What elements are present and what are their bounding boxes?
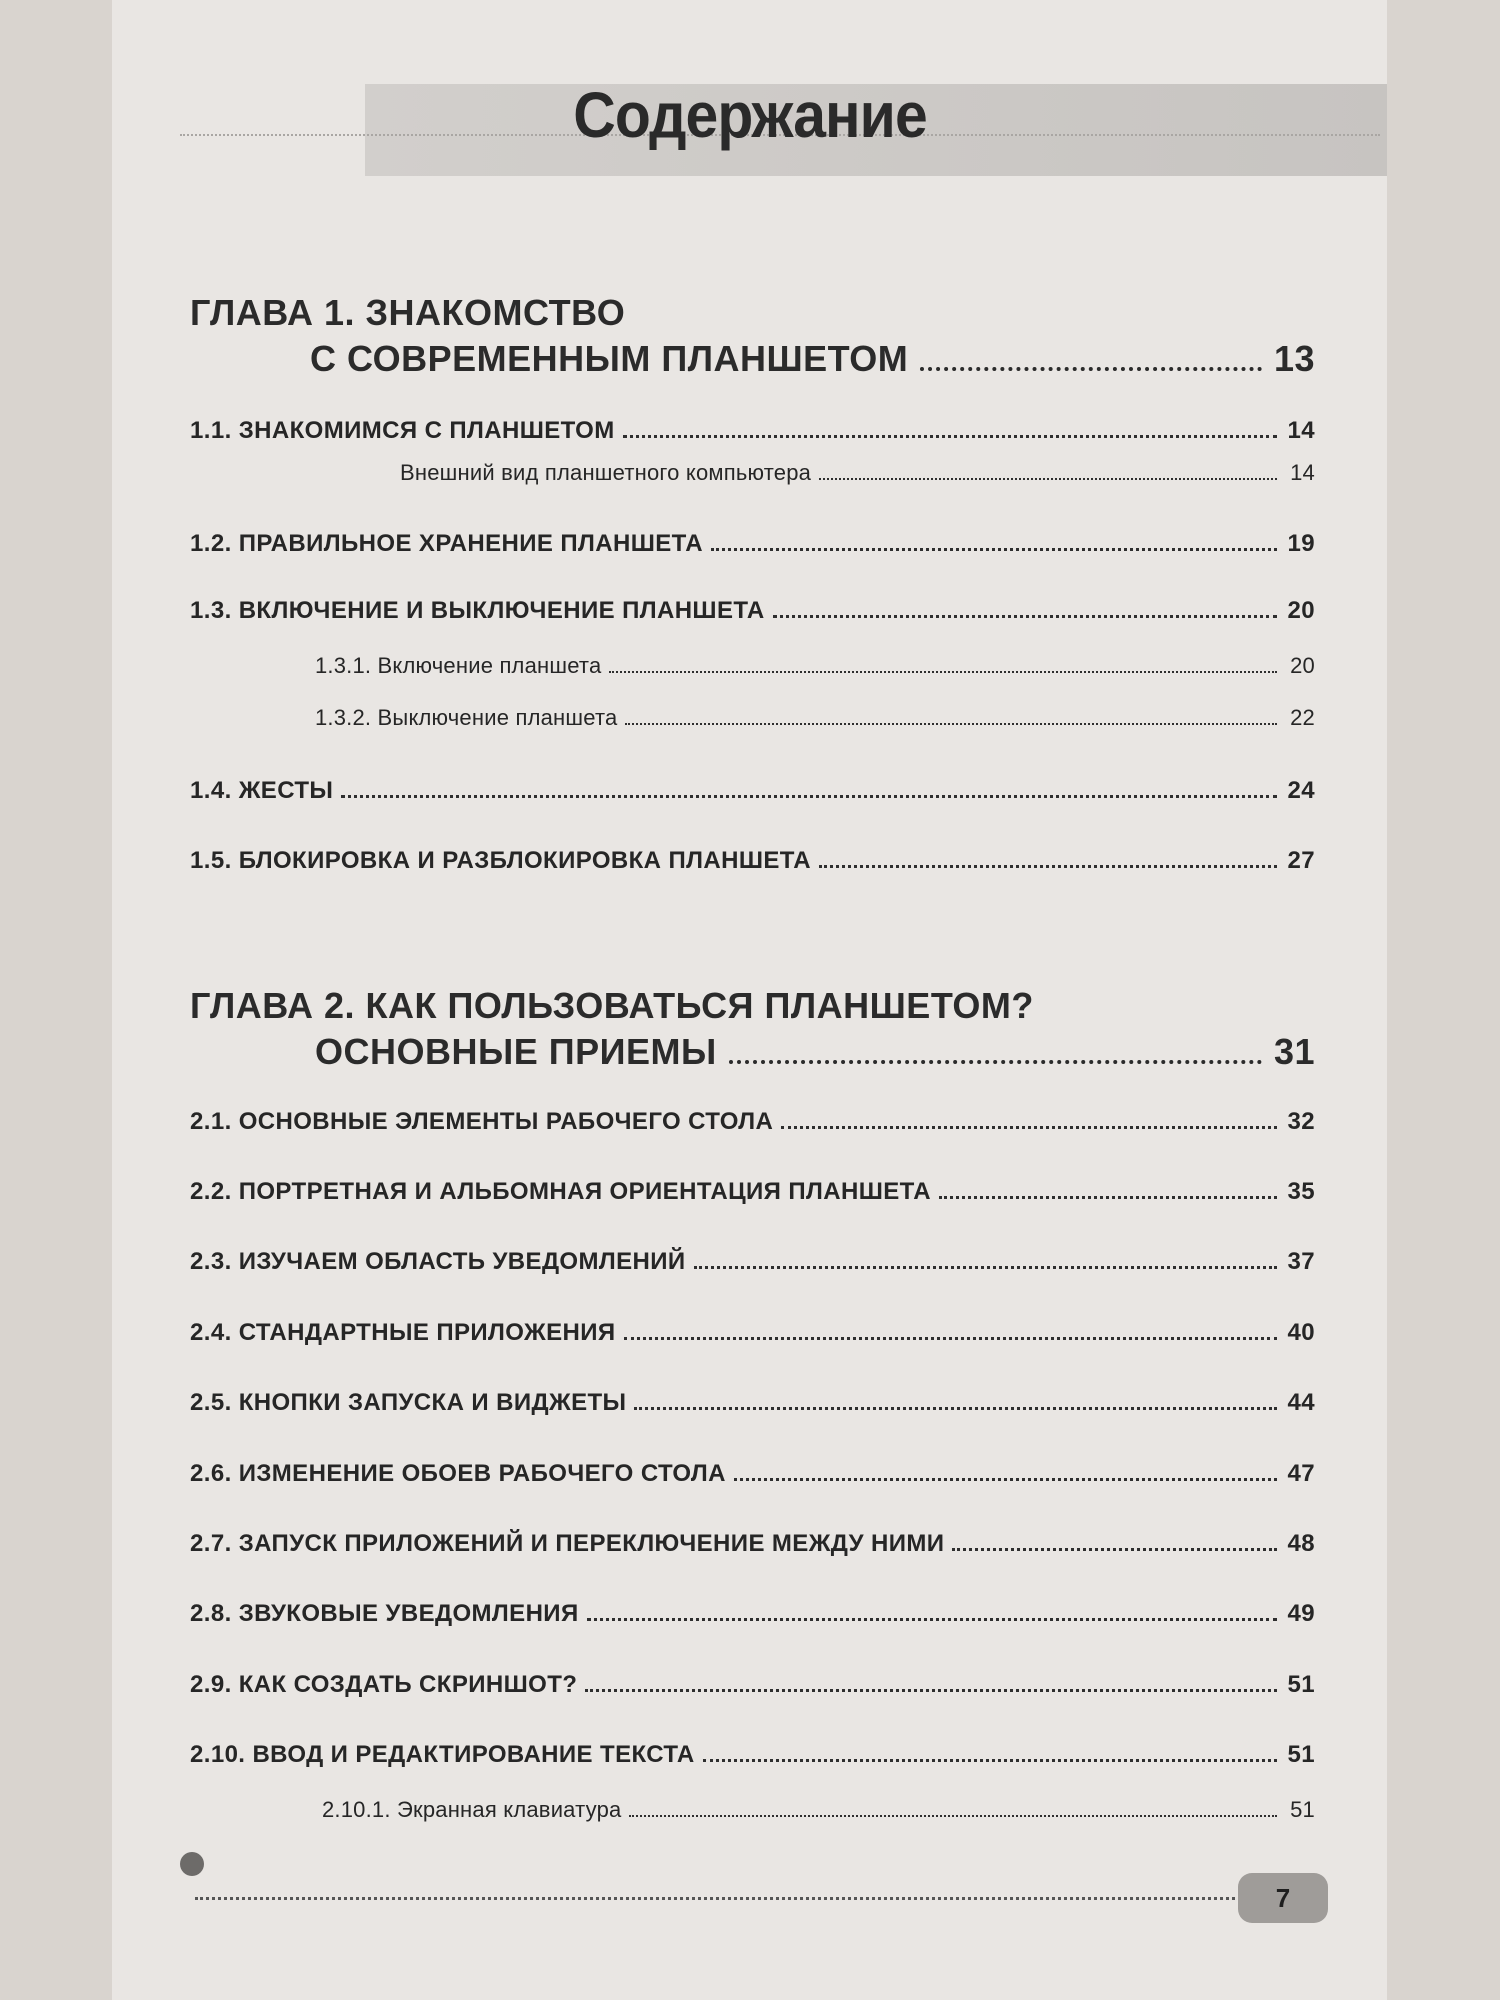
leader-dots bbox=[703, 1741, 1277, 1762]
toc-entry-page: 20 bbox=[1290, 653, 1315, 678]
leader-dots bbox=[711, 530, 1277, 551]
leader-dots bbox=[625, 705, 1277, 725]
chapter-1-title-line1: ГЛАВА 1. ЗНАКОМСТВО bbox=[190, 292, 626, 333]
toc-entry-2-2[interactable] bbox=[190, 1178, 1315, 1210]
leader-dots bbox=[623, 417, 1277, 438]
footer-bullet-icon bbox=[180, 1852, 204, 1876]
chapter-2-page-number: 31 bbox=[1273, 1031, 1315, 1072]
toc-entry-label: 2.5. КНОПКИ ЗАПУСКА И ВИДЖЕТЫ bbox=[190, 1389, 627, 1416]
toc-entry-page: 14 bbox=[1287, 417, 1315, 444]
toc-entry-1-1-sub[interactable] bbox=[400, 460, 1315, 492]
toc-entry-page: 35 bbox=[1287, 1178, 1315, 1205]
toc-entry-label: 2.7. ЗАПУСК ПРИЛОЖЕНИЙ И ПЕРЕКЛЮЧЕНИЕ МЕЖДУ НИМИ bbox=[190, 1530, 945, 1557]
toc-entry-label: 1.3.2. Выключение планшета bbox=[315, 705, 618, 730]
toc-entry-page: 49 bbox=[1287, 1600, 1315, 1627]
toc-entry-label: 2.2. ПОРТРЕТНАЯ И АЛЬБОМНАЯ ОРИЕНТАЦИЯ ПЛАНШЕТА bbox=[190, 1178, 931, 1205]
toc-entry-page: 27 bbox=[1287, 847, 1315, 874]
chapter-1-page-number: 13 bbox=[1273, 338, 1315, 379]
leader-dots bbox=[729, 1032, 1262, 1064]
leader-dots bbox=[609, 653, 1277, 673]
chapter-2-title-line1: ГЛАВА 2. КАК ПОЛЬЗОВАТЬСЯ ПЛАНШЕТОМ? bbox=[190, 985, 1034, 1026]
leader-dots bbox=[920, 339, 1262, 371]
toc-entry-1-3-1[interactable] bbox=[315, 653, 1315, 685]
toc-entry-page: 14 bbox=[1290, 460, 1315, 485]
toc-entry-2-7[interactable] bbox=[190, 1530, 1315, 1562]
toc-entry-1-5[interactable] bbox=[190, 847, 1315, 879]
leader-dots bbox=[819, 847, 1277, 868]
toc-entry-2-10-1[interactable] bbox=[322, 1797, 1315, 1829]
toc-entry-page: 48 bbox=[1287, 1530, 1315, 1557]
toc-entry-label: 2.1. ОСНОВНЫЕ ЭЛЕМЕНТЫ РАБОЧЕГО СТОЛА bbox=[190, 1108, 774, 1135]
leader-dots bbox=[939, 1178, 1277, 1199]
leader-dots bbox=[587, 1600, 1277, 1621]
toc-entry-page: 24 bbox=[1287, 777, 1315, 804]
leader-dots bbox=[952, 1530, 1277, 1551]
toc-entry-label: 1.3. ВКЛЮЧЕНИЕ И ВЫКЛЮЧЕНИЕ ПЛАНШЕТА bbox=[190, 597, 765, 624]
footer-dotted-rule bbox=[195, 1897, 1235, 1900]
page-number-badge: 7 bbox=[1238, 1873, 1328, 1923]
toc-entry-page: 32 bbox=[1287, 1108, 1315, 1135]
toc-entry-label: 2.6. ИЗМЕНЕНИЕ ОБОЕВ РАБОЧЕГО СТОЛА bbox=[190, 1460, 726, 1487]
toc-entry-page: 51 bbox=[1287, 1671, 1315, 1698]
leader-dots bbox=[629, 1797, 1277, 1817]
chapter-2-heading[interactable] bbox=[190, 983, 1315, 1075]
toc-entry-label: 2.3. ИЗУЧАЕМ ОБЛАСТЬ УВЕДОМЛЕНИЙ bbox=[190, 1248, 686, 1275]
toc-entry-2-9[interactable] bbox=[190, 1671, 1315, 1703]
leader-dots bbox=[819, 460, 1277, 480]
toc-entry-label: 2.8. ЗВУКОВЫЕ УВЕДОМЛЕНИЯ bbox=[190, 1600, 579, 1627]
toc-entry-label: Внешний вид планшетного компьютера bbox=[400, 460, 812, 485]
toc-entry-1-3-2[interactable] bbox=[315, 705, 1315, 737]
leader-dots bbox=[341, 777, 1277, 798]
toc-entry-2-5[interactable] bbox=[190, 1389, 1315, 1421]
toc-entry-page: 19 bbox=[1287, 530, 1315, 557]
leader-dots bbox=[734, 1460, 1277, 1481]
toc-entry-label: 1.5. БЛОКИРОВКА И РАЗБЛОКИРОВКА ПЛАНШЕТА bbox=[190, 847, 812, 874]
toc-entry-page: 40 bbox=[1287, 1319, 1315, 1346]
toc-entry-label: 1.1. ЗНАКОМИМСЯ С ПЛАНШЕТОМ bbox=[190, 417, 615, 444]
toc-entry-page: 20 bbox=[1287, 597, 1315, 624]
toc-entry-label: 1.2. ПРАВИЛЬНОЕ ХРАНЕНИЕ ПЛАНШЕТА bbox=[190, 530, 703, 557]
toc-entry-page: 51 bbox=[1290, 1797, 1315, 1822]
toc-entry-label: 2.4. СТАНДАРТНЫЕ ПРИЛОЖЕНИЯ bbox=[190, 1319, 616, 1346]
toc-entry-label: 2.9. КАК СОЗДАТЬ СКРИНШОТ? bbox=[190, 1671, 578, 1698]
toc-entry-label: 2.10.1. Экранная клавиатура bbox=[322, 1797, 622, 1822]
toc-entry-page: 37 bbox=[1287, 1248, 1315, 1275]
toc-entry-page: 47 bbox=[1287, 1460, 1315, 1487]
chapter-1-title-line2: С СОВРЕМЕННЫМ ПЛАНШЕТОМ bbox=[310, 338, 909, 379]
leader-dots bbox=[773, 597, 1277, 618]
toc-entry-1-3[interactable] bbox=[190, 597, 1315, 629]
toc-entry-label: 1.3.1. Включение планшета bbox=[315, 653, 602, 678]
toc-entry-page: 51 bbox=[1287, 1741, 1315, 1768]
toc-entry-page: 44 bbox=[1287, 1389, 1315, 1416]
toc-entry-label: 1.4. ЖЕСТЫ bbox=[190, 777, 334, 804]
leader-dots bbox=[624, 1319, 1277, 1340]
leader-dots bbox=[694, 1248, 1277, 1269]
leader-dots bbox=[781, 1108, 1277, 1129]
toc-entry-2-6[interactable] bbox=[190, 1460, 1315, 1492]
toc-entry-1-1[interactable] bbox=[190, 417, 1315, 449]
chapter-2-title-line2: ОСНОВНЫЕ ПРИЕМЫ bbox=[315, 1031, 717, 1072]
toc-entry-1-2[interactable] bbox=[190, 530, 1315, 562]
page-title: Содержание bbox=[573, 79, 927, 151]
toc-entry-2-4[interactable] bbox=[190, 1319, 1315, 1351]
toc-entry-label: 2.10. ВВОД И РЕДАКТИРОВАНИЕ ТЕКСТА bbox=[190, 1741, 695, 1768]
leader-dots bbox=[634, 1389, 1277, 1410]
leader-dots bbox=[585, 1671, 1277, 1692]
toc-entry-page: 22 bbox=[1290, 705, 1315, 730]
toc-entry-1-4[interactable] bbox=[190, 777, 1315, 809]
toc-entry-2-10[interactable] bbox=[190, 1741, 1315, 1773]
chapter-1-heading[interactable] bbox=[190, 290, 1315, 382]
toc-entry-2-3[interactable] bbox=[190, 1248, 1315, 1280]
toc-entry-2-1[interactable] bbox=[190, 1108, 1315, 1140]
toc-entry-2-8[interactable] bbox=[190, 1600, 1315, 1632]
